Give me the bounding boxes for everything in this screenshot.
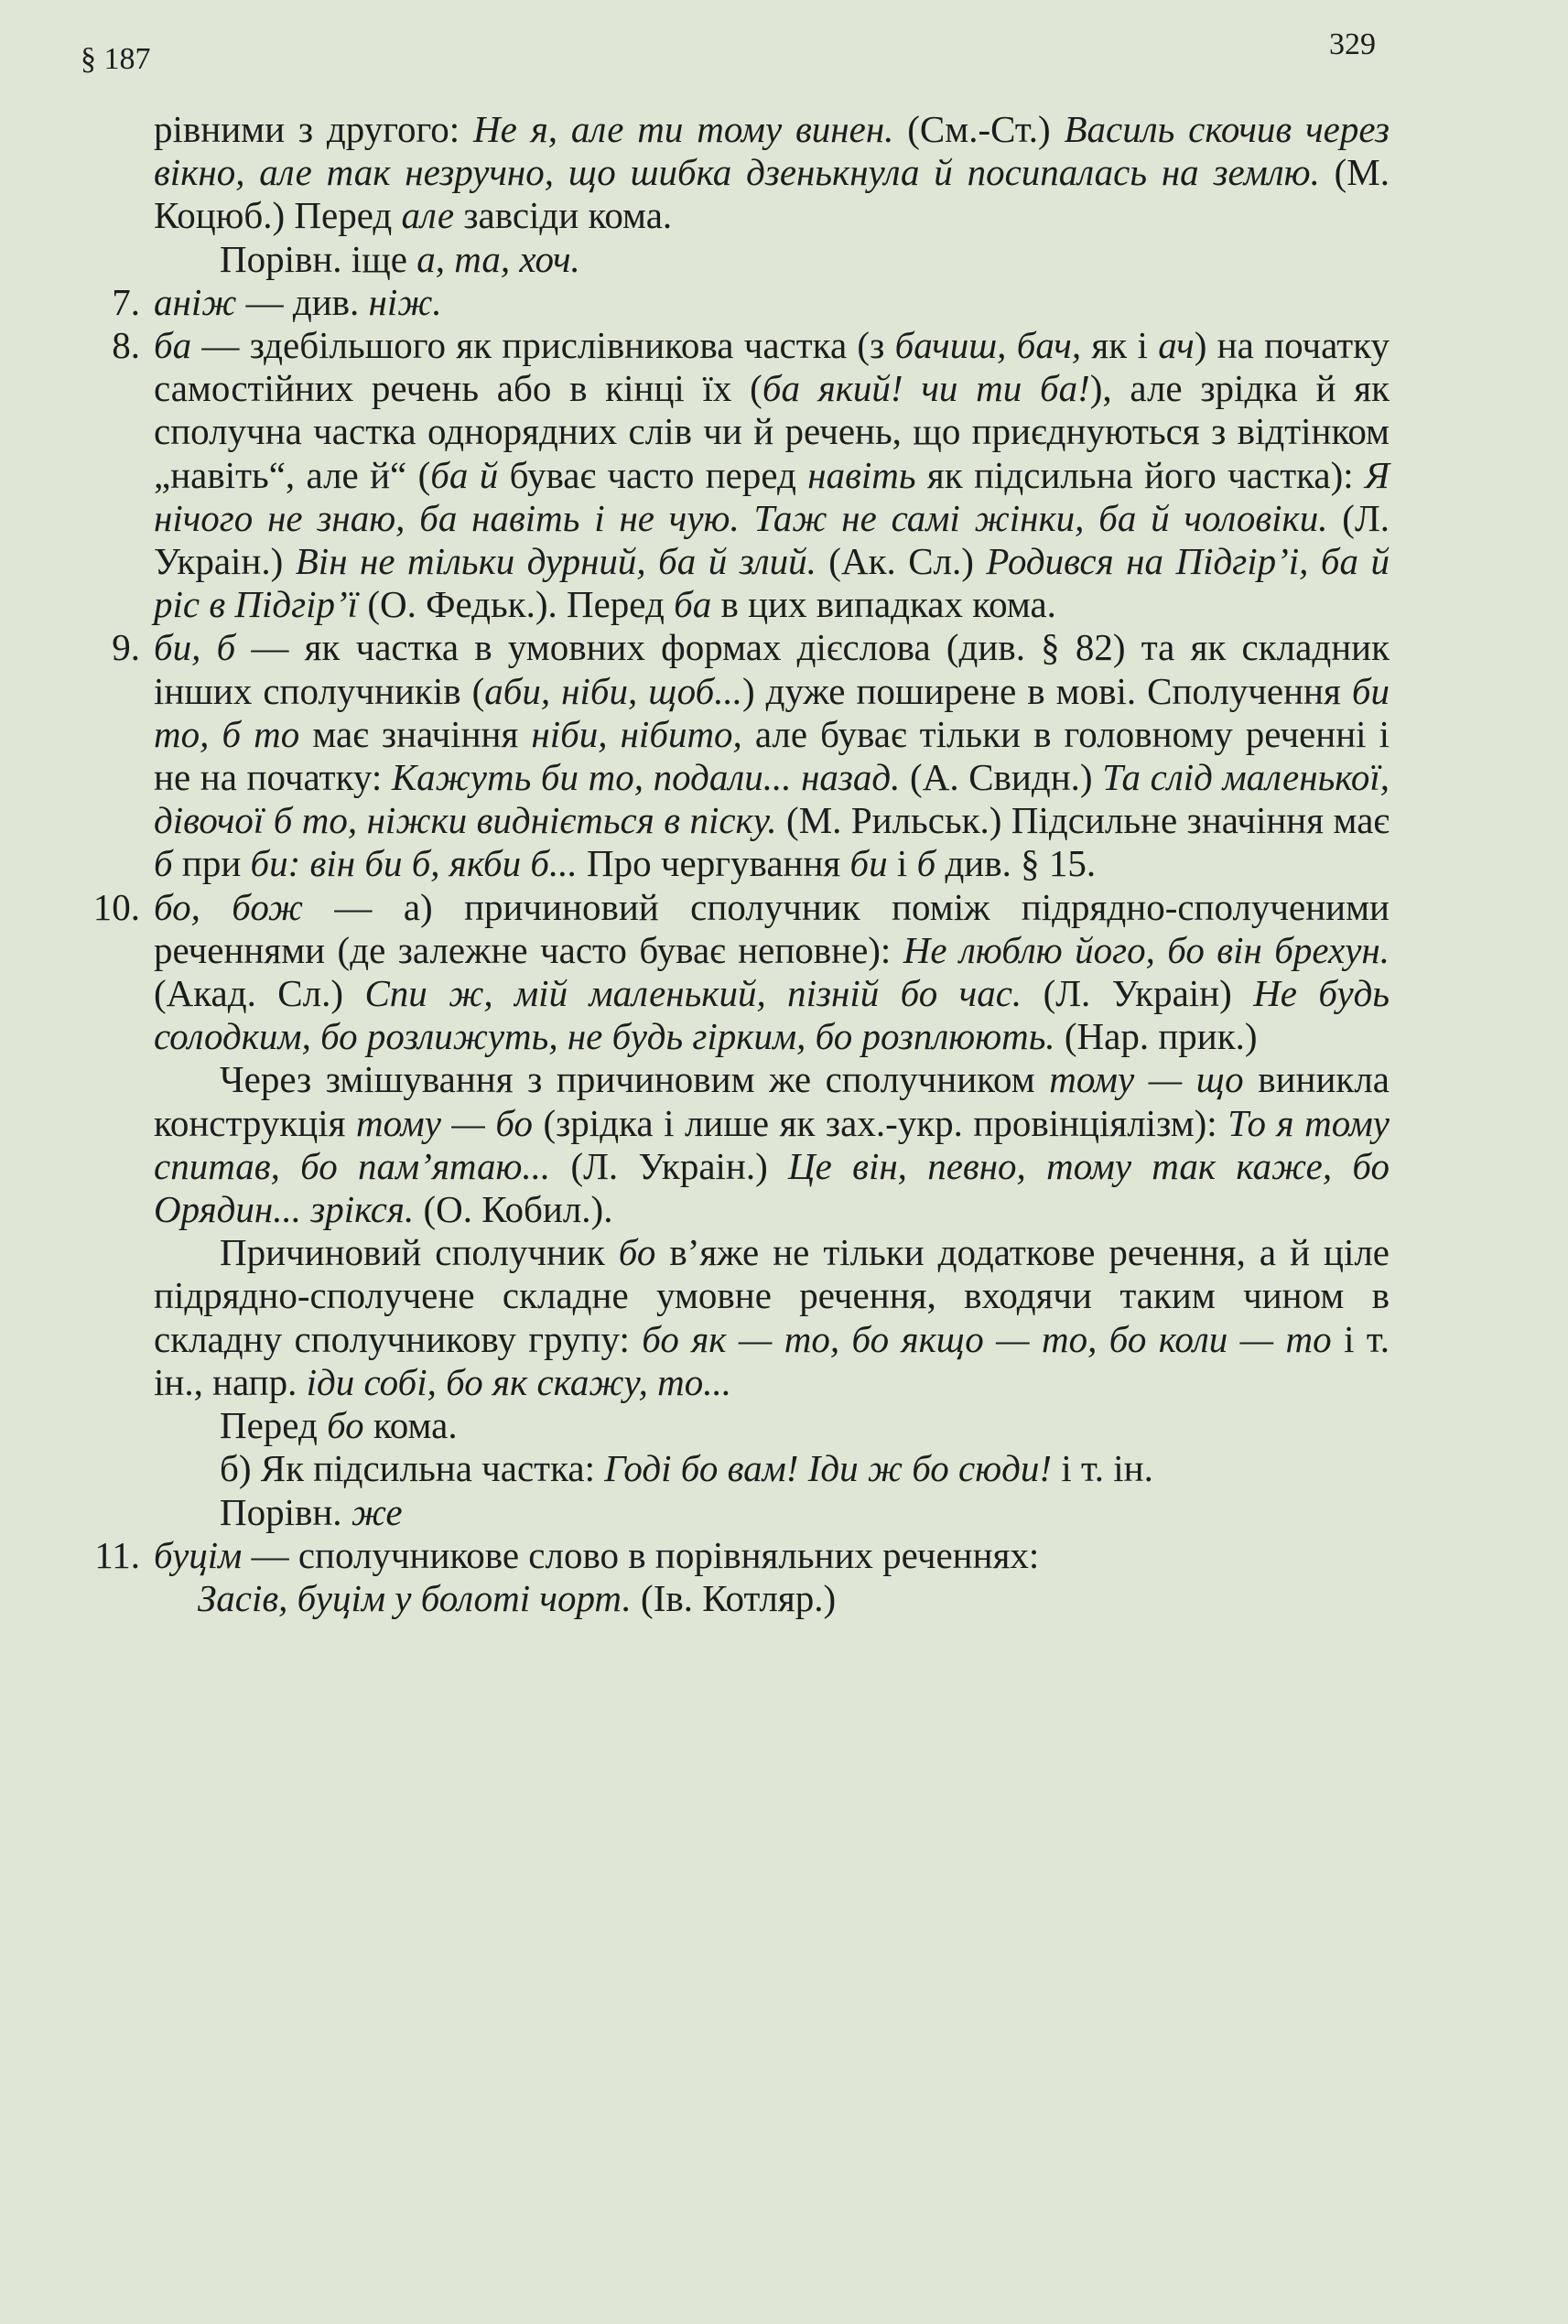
- italic-text: а, та, хоч.: [416, 237, 580, 280]
- italic-text: ач: [1158, 324, 1195, 367]
- text-run: Порівн. іще: [220, 237, 417, 280]
- text-run: Про чергування: [577, 842, 850, 885]
- italic-text: але: [401, 194, 455, 237]
- italic-text: тому — що: [1049, 1058, 1244, 1101]
- text-run: ) дуже поширене в мові. Сполучення: [742, 669, 1352, 712]
- italic-text: же: [351, 1490, 403, 1533]
- text-run: (Акад. Сл.): [154, 972, 365, 1015]
- italic-text: Не люблю його, бо він брехун.: [903, 928, 1390, 971]
- italic-text: іди собі, бо як скажу, то...: [306, 1360, 731, 1403]
- text-run: (См.-Ст.): [893, 108, 1065, 150]
- text-run: Причиновий сполучник: [220, 1231, 619, 1274]
- text-run: — здебільшого як прислівникова частка (з: [191, 324, 895, 367]
- italic-text: бачиш, бач,: [894, 324, 1082, 367]
- italic-text: ба який! чи ти ба!: [762, 367, 1090, 410]
- text-run: кома.: [363, 1404, 458, 1447]
- text-run: (О. Кобил.).: [414, 1188, 613, 1231]
- indented-paragraph: [154, 1231, 1390, 1404]
- text-run: рівними з другого:: [154, 108, 474, 150]
- list-item: [92, 885, 1390, 1059]
- text-run: Перед: [220, 1404, 328, 1447]
- page-number: 329: [1329, 27, 1376, 61]
- italic-text: тому — бо: [355, 1101, 533, 1144]
- italic-text: бо, бож: [154, 885, 303, 928]
- italic-text: Кажуть би то, подали... назад.: [391, 756, 901, 799]
- text-run: — сполучникове слово в порівняльних реченнях:: [242, 1533, 1040, 1576]
- italic-text: ба: [154, 324, 192, 367]
- italic-text: ба й: [430, 453, 499, 496]
- italic-text: Не я, але ти тому винен.: [473, 108, 894, 150]
- italic-text: би: він би б, якби б...: [250, 842, 578, 885]
- item-number: 10.: [92, 885, 140, 928]
- item-number: 11.: [94, 1533, 140, 1576]
- text-run: в’яже не тільки додаткове речення, а й ціле підрядно-сполучене складне умовне речення, входячи таким чином в складну сполучникову групу:: [154, 1231, 1390, 1360]
- italic-text: То я тому спитав, бо пам’ятаю...: [154, 1101, 1390, 1187]
- text-run: виникла конструкція: [154, 1058, 1390, 1144]
- text-run: Через змішування з причиновим же сполучником: [220, 1058, 1050, 1101]
- section-number: § 187: [81, 42, 151, 76]
- indented-paragraph: [154, 1058, 1390, 1231]
- italic-text: ніж.: [368, 280, 442, 323]
- text-run: ) на початку самостійних речень або в кінці їх (: [154, 324, 1390, 410]
- italic-text: навіть: [807, 453, 916, 496]
- example-line: [154, 1577, 1390, 1620]
- indented-paragraph: [154, 1491, 1390, 1534]
- text-run: див. § 15.: [935, 842, 1097, 885]
- italic-text: Не будь солодким, бо розлижуть, не будь гірким, бо розплюють.: [154, 972, 1390, 1058]
- paragraph: [154, 108, 1390, 238]
- italic-text: Спи ж, мій маленький, пізній бо час.: [364, 972, 1022, 1015]
- text-run: (О. Федьк.). Перед: [358, 583, 675, 626]
- text-run: — див.: [236, 280, 369, 323]
- italic-text: би то, б то: [154, 669, 1390, 755]
- italic-text: бо як — то, бо якщо — то, бо коли — то: [642, 1317, 1332, 1360]
- italic-text: Я нічого не знаю, ба навіть і не чую. Таж не самі жінки, ба й чоловіки.: [154, 453, 1390, 539]
- item-number: 8.: [112, 324, 140, 367]
- text-run: б) Як підсильна частка:: [220, 1447, 605, 1490]
- text-run: ), але зрідка й як сполучна частка однорядних слів чи й речень, що приєднуються з відтінком „навіть“, але й“ (: [154, 367, 1390, 496]
- text-run: (Ак. Сл.): [816, 540, 987, 583]
- list-item: [112, 626, 1390, 885]
- text-run: завсіди кома.: [454, 194, 673, 237]
- text-run: (Нар. прик.): [1054, 1015, 1258, 1058]
- italic-text: Засів, буцім у болоті чорт.: [198, 1576, 632, 1619]
- italic-text: Це він, певно, тому так каже, бо Орядин... зрікся.: [154, 1144, 1390, 1231]
- item-number: 9.: [112, 626, 140, 669]
- text-run: (М. Рильськ.) Підсильне значіння має: [776, 799, 1390, 842]
- text-run: і: [887, 842, 917, 885]
- list-item: [94, 1533, 1390, 1577]
- italic-text: Годі бо вам! Іди ж бо сюди!: [604, 1447, 1053, 1490]
- italic-text: буцім: [154, 1533, 243, 1576]
- text-run: — а) причиновий сполучник поміж підрядно-сполученими реченнями (де залежне часто буває неповне):: [154, 885, 1390, 971]
- text-run: при: [172, 842, 251, 885]
- text-run: (М. Коцюб.) Перед: [154, 151, 1390, 237]
- italic-text: б: [154, 842, 173, 885]
- italic-text: ніби, нібито,: [531, 712, 742, 755]
- text-run: як і: [1081, 324, 1159, 367]
- list-item: [112, 324, 1390, 626]
- text-run: і т. ін., напр.: [154, 1317, 1390, 1403]
- text-run: як підсильна його частка):: [915, 453, 1366, 496]
- italic-text: Та слід маленької, дівочої б то, ніжки видніється в піску.: [154, 756, 1390, 842]
- italic-text: аніж: [154, 280, 237, 323]
- indented-paragraph: [154, 238, 1390, 281]
- text-run: буває часто перед: [498, 453, 808, 496]
- text-run: і т. ін.: [1052, 1447, 1153, 1490]
- text-run: але буває тільки в головному реченні і не на початку:: [154, 712, 1390, 799]
- item-number: 7.: [112, 280, 140, 323]
- italic-text: би: [849, 842, 888, 885]
- text-run: Порівн.: [220, 1490, 351, 1533]
- italic-text: Василь скочив через вікно, але так незручно, що шибка дзенькнула й посипалась на землю.: [154, 108, 1390, 194]
- italic-text: б: [916, 842, 936, 885]
- italic-text: ба: [674, 583, 712, 626]
- text-run: (Л. Украін.): [550, 1144, 789, 1187]
- text-run: має значіння: [299, 712, 532, 755]
- text-run: (Ів. Котляр.): [631, 1576, 837, 1619]
- text-run: (А. Свидн.): [900, 756, 1103, 799]
- italic-text: аби, ніби, щоб...: [484, 669, 743, 712]
- text-run: (Л. Украін): [1022, 972, 1254, 1015]
- italic-text: Він не тільки дурний, ба й злий.: [295, 540, 816, 583]
- text-run: (зрідка і лише як зах.-укр. провінціялізм):: [532, 1101, 1228, 1144]
- italic-text: би, б: [154, 626, 236, 669]
- italic-text: бо: [327, 1404, 364, 1447]
- text-run: (Л. Украін.): [154, 496, 1390, 583]
- page-body: [92, 108, 1390, 1620]
- list-item: [112, 280, 1390, 324]
- text-run: — як частка в умовних формах дієслова (див. § 82) та як складник інших сполучників (: [154, 626, 1390, 712]
- indented-paragraph: [154, 1447, 1390, 1490]
- italic-text: бо: [618, 1231, 656, 1274]
- text-run: в цих випадках кома.: [711, 583, 1056, 626]
- italic-text: Родився на Підгір’і, ба й ріс в Підгір’ї: [154, 540, 1390, 626]
- indented-paragraph: [154, 1404, 1390, 1447]
